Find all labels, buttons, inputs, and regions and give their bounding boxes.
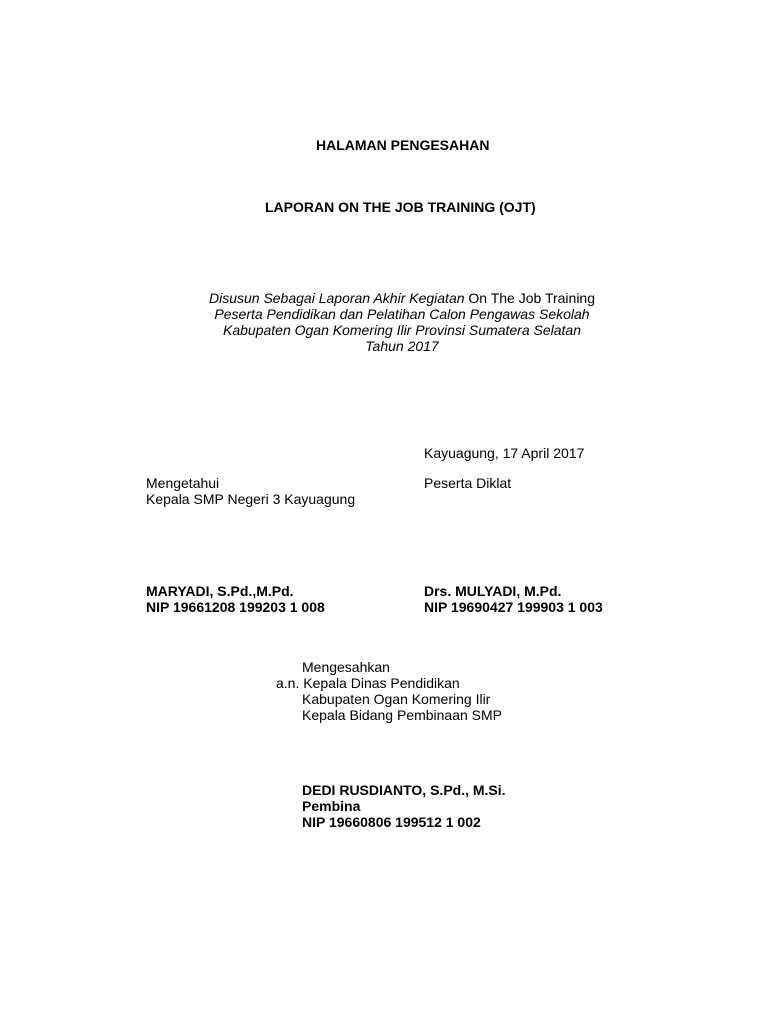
approval-name: DEDI RUSDIANTO, S.Pd., M.Si. [302, 782, 506, 798]
right-signatory-nip: NIP 19690427 199903 1 003 [424, 599, 603, 615]
left-signatory-nip: NIP 19661208 199203 1 008 [146, 599, 325, 615]
description-line-1 [0, 290, 768, 306]
approval-rank: Pembina [302, 798, 361, 814]
right-signatory-name: Drs. MULYADI, M.Pd. [424, 583, 562, 599]
approval-line-2: Kabupaten Ogan Komering Ilir [302, 691, 491, 707]
left-signatory-role: Kepala SMP Negeri 3 Kayuagung [146, 491, 356, 507]
approval-label: Mengesahkan [302, 659, 390, 675]
description-line-1-normal: On The Job Training [468, 290, 596, 306]
approval-line-3: Kepala Bidang Pembinaan SMP [302, 707, 503, 723]
report-description [0, 290, 768, 354]
description-line-1-italic: Disusun Sebagai Laporan Akhir Kegiatan [208, 290, 465, 306]
page-title: HALAMAN PENGESAHAN [316, 137, 490, 153]
left-signatory-name: MARYADI, S.Pd.,M.Pd. [146, 583, 294, 599]
description-line-2: Peserta Pendidikan dan Pelatihan Calon Pengawas Sekolah [214, 306, 590, 322]
report-subtitle: LAPORAN ON THE JOB TRAINING (OJT) [265, 199, 536, 215]
left-signatory-label: Mengetahui [146, 475, 220, 491]
place-date: Kayuagung, 17 April 2017 [424, 445, 585, 461]
right-signatory-identity [424, 583, 603, 615]
approval-line-1: a.n. Kepala Dinas Pendidikan [276, 675, 460, 691]
approval-nip: NIP 19660806 199512 1 002 [302, 814, 481, 830]
description-line-3: Kabupaten Ogan Komering Ilir Provinsi Sumatera Selatan [223, 322, 581, 338]
left-signatory [146, 475, 355, 507]
right-signatory-label: Peserta Diklat [424, 475, 512, 491]
description-line-4: Tahun 2017 [365, 338, 439, 354]
left-signatory-identity [146, 583, 325, 615]
approval-signatory [302, 782, 506, 830]
